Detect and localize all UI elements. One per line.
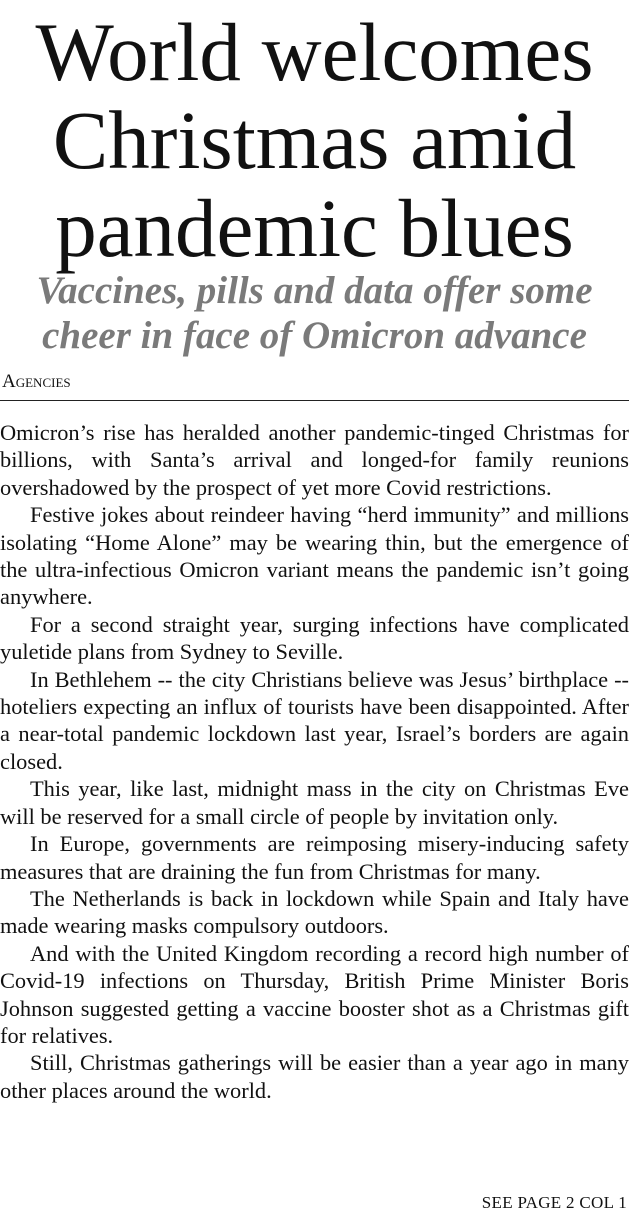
article-paragraph: For a second straight year, surging infections have complicated yuletide plans from Sydney to Seville. bbox=[0, 611, 629, 665]
article-headline: World welcomes Christmas amid pandemic blues bbox=[35, 6, 594, 274]
article-paragraph: The Netherlands is back in lockdown while Spain and Italy have made wearing masks compulsory outdoors. bbox=[0, 885, 629, 939]
byline-divider bbox=[0, 400, 629, 401]
article-paragraph: Omicron’s rise has heralded another pandemic-tinged Christmas for billions, with Santa’s arrival and longed-for family reunions overshadowed by the prospect of yet more Covid restrictions. bbox=[0, 420, 629, 500]
continuation-note: SEE PAGE 2 COL 1 bbox=[481, 1193, 627, 1212]
article-paragraph: Festive jokes about reindeer having “herd immunity” and millions isolating “Home Alone” may be wearing thin, but the emergence of the ultra-infectious Omicron variant means the pandemic isn’t going anywhere. bbox=[0, 502, 629, 610]
article-paragraph: Still, Christmas gatherings will be easier than a year ago in many other places around the world. bbox=[0, 1050, 629, 1103]
article-paragraph: In Bethlehem -- the city Christians believe was Jesus’ birthplace -- hoteliers expecting an influx of tourists have been disappointed. After a near-total pandemic lockdown last year, Israel’s borders are again closed. bbox=[0, 666, 629, 774]
article-paragraph: In Europe, governments are reimposing misery-inducing safety measures that are draining the fun from Christmas for many. bbox=[0, 831, 629, 884]
article-paragraph: This year, like last, midnight mass in the city on Christmas Eve will be reserved for a small circle of people by invitation only. bbox=[0, 776, 629, 829]
article-body bbox=[0, 419, 629, 1104]
article-subheadline: Vaccines, pills and data offer some cheer in face of Omicron advance bbox=[36, 269, 593, 357]
article-byline: Agencies bbox=[2, 371, 71, 392]
article-paragraph: And with the United Kingdom recording a record high number of Covid-19 infections on Thursday, British Prime Minister Boris Johnson suggested getting a vaccine booster shot as a Christmas gift for relatives. bbox=[0, 940, 629, 1048]
